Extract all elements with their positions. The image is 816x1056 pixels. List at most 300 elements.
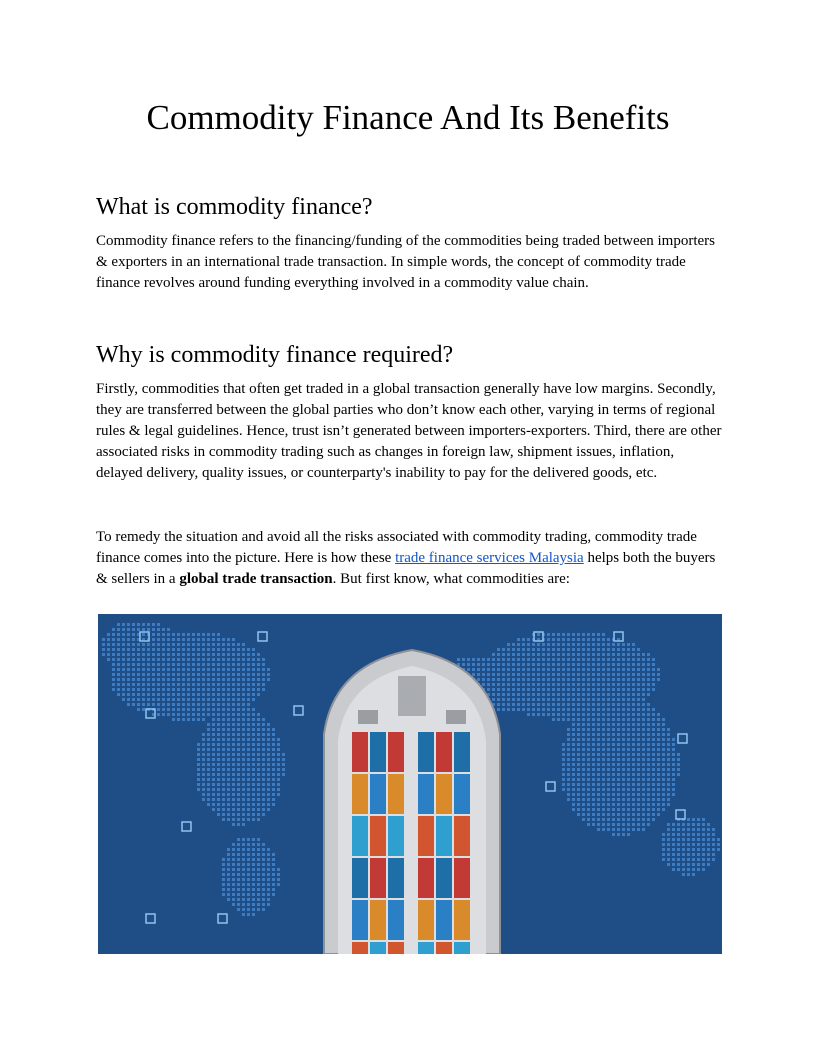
map-dot [232,888,235,891]
cargo-ship-illustration [98,614,722,954]
map-dot [157,628,160,631]
map-dot [662,768,665,771]
map-dot [587,663,590,666]
map-dot [217,763,220,766]
map-dot [222,818,225,821]
map-dot [572,708,575,711]
map-dot [562,693,565,696]
map-dot [712,858,715,861]
map-dot [567,653,570,656]
map-dot [507,688,510,691]
map-dot [602,663,605,666]
map-dot [132,648,135,651]
map-dot [172,688,175,691]
map-dot [672,783,675,786]
map-dot [602,763,605,766]
map-dot [237,688,240,691]
map-dot [272,778,275,781]
map-dot [562,748,565,751]
map-dot [582,678,585,681]
map-dot [622,813,625,816]
map-dot [247,803,250,806]
map-dot [602,813,605,816]
map-dot [172,673,175,676]
cargo-container [436,816,452,856]
map-dot [642,683,645,686]
map-dot [662,833,665,836]
map-dot [262,688,265,691]
map-dot [692,823,695,826]
map-dot [592,783,595,786]
map-dot [277,788,280,791]
map-dot [497,653,500,656]
map-dot [127,643,130,646]
map-dot [247,753,250,756]
map-dot [587,743,590,746]
map-dot [617,778,620,781]
map-dot [122,698,125,701]
map-dot [222,748,225,751]
map-dot [597,673,600,676]
map-dot [227,888,230,891]
map-dot [202,743,205,746]
map-dot [577,643,580,646]
map-dot [247,748,250,751]
map-dot [207,678,210,681]
map-dot [697,833,700,836]
map-dot [527,693,530,696]
map-dot [602,778,605,781]
map-dot [537,653,540,656]
map-dot [642,693,645,696]
map-dot [567,688,570,691]
map-dot [112,658,115,661]
map-dot [617,828,620,831]
map-dot [257,878,260,881]
map-dot [237,853,240,856]
map-dot [107,658,110,661]
map-dot [562,688,565,691]
map-dot [612,648,615,651]
map-dot [607,743,610,746]
map-dot [612,728,615,731]
map-dot [702,818,705,821]
cargo-container [352,858,368,898]
map-dot [707,833,710,836]
map-dot [577,653,580,656]
map-dot [637,778,640,781]
map-dot [627,693,630,696]
map-dot [547,648,550,651]
map-dot [602,773,605,776]
map-dot [227,768,230,771]
map-dot [622,658,625,661]
map-dot [222,858,225,861]
map-dot [247,913,250,916]
map-dot [572,633,575,636]
map-dot [587,783,590,786]
map-dot [222,888,225,891]
map-dot [522,678,525,681]
map-dot [522,703,525,706]
map-dot [652,763,655,766]
map-dot [192,643,195,646]
map-dot [612,808,615,811]
map-dot [677,838,680,841]
map-dot [252,713,255,716]
map-dot [272,763,275,766]
map-dot [257,673,260,676]
map-dot [572,803,575,806]
map-dot [202,768,205,771]
map-dot [137,668,140,671]
cargo-container [418,858,434,898]
map-dot [607,808,610,811]
map-dot [577,678,580,681]
map-dot [672,858,675,861]
map-dot [277,878,280,881]
map-dot [267,748,270,751]
map-dot [197,678,200,681]
map-dot [217,633,220,636]
map-dot [217,658,220,661]
map-dot [577,763,580,766]
map-dot [672,763,675,766]
map-dot [512,703,515,706]
map-dot [482,658,485,661]
map-dot [607,638,610,641]
map-dot [497,693,500,696]
map-dot [587,638,590,641]
map-dot [637,798,640,801]
map-dot [227,758,230,761]
map-dot [147,703,150,706]
map-dot [572,713,575,716]
bold-phrase: global trade transaction [179,571,333,587]
map-dot [237,683,240,686]
map-dot [167,658,170,661]
map-dot [237,743,240,746]
map-dot [652,718,655,721]
map-dot [667,843,670,846]
map-dot [597,678,600,681]
map-dot [242,913,245,916]
map-dot [692,818,695,821]
map-dot [252,818,255,821]
map-dot [187,703,190,706]
map-dot [172,658,175,661]
map-dot [142,648,145,651]
map-dot [237,843,240,846]
map-dot [187,718,190,721]
map-dot [267,778,270,781]
map-dot [162,638,165,641]
map-dot [677,768,680,771]
map-dot [262,803,265,806]
map-dot [537,693,540,696]
map-dot [182,633,185,636]
map-dot [607,658,610,661]
map-dot [617,723,620,726]
map-dot [262,663,265,666]
map-dot [237,643,240,646]
map-dot [572,703,575,706]
map-dot [222,768,225,771]
map-dot [647,733,650,736]
map-dot [547,698,550,701]
map-dot [607,678,610,681]
map-dot [602,788,605,791]
map-dot [142,698,145,701]
map-dot [232,703,235,706]
map-dot [232,713,235,716]
map-dot [592,643,595,646]
map-dot [262,808,265,811]
map-dot [207,803,210,806]
map-dot [147,668,150,671]
map-dot [497,698,500,701]
map-dot [637,718,640,721]
map-dot [227,813,230,816]
map-dot [582,733,585,736]
map-dot [227,703,230,706]
map-dot [572,783,575,786]
map-dot [587,813,590,816]
map-dot [612,828,615,831]
map-dot [277,778,280,781]
map-dot [637,808,640,811]
map-dot [147,673,150,676]
map-dot [122,663,125,666]
map-dot [607,673,610,676]
map-dot [207,748,210,751]
map-dot [632,743,635,746]
map-dot [242,903,245,906]
map-dot [237,713,240,716]
map-dot [242,823,245,826]
ship-hull [324,650,500,954]
map-dot [252,883,255,886]
map-dot [262,898,265,901]
map-dot [262,718,265,721]
map-dot [172,668,175,671]
map-dot [197,643,200,646]
map-dot [227,778,230,781]
map-dot [552,648,555,651]
map-dot [247,678,250,681]
map-dot [532,648,535,651]
map-dot [272,868,275,871]
map-dot [527,668,530,671]
map-dot [687,823,690,826]
map-dot [547,663,550,666]
map-dot [687,843,690,846]
map-dot [262,768,265,771]
map-dot [177,668,180,671]
map-dot [597,658,600,661]
map-dot [227,733,230,736]
map-dot [672,748,675,751]
map-dot [612,698,615,701]
map-dot [627,733,630,736]
map-dot [172,703,175,706]
map-dot [562,753,565,756]
map-dot [607,693,610,696]
map-dot [212,663,215,666]
map-dot [592,763,595,766]
map-dot [127,648,130,651]
map-dot [622,773,625,776]
map-dot [247,738,250,741]
map-dot [607,793,610,796]
map-dot [657,763,660,766]
map-dot [117,633,120,636]
map-dot [172,698,175,701]
map-dot [172,713,175,716]
map-dot [262,868,265,871]
map-dot [572,693,575,696]
map-dot [632,788,635,791]
map-dot [252,788,255,791]
map-dot [252,863,255,866]
map-dot [622,688,625,691]
map-dot [607,663,610,666]
map-dot [237,653,240,656]
map-dot [657,748,660,751]
map-dot [637,763,640,766]
map-dot [552,668,555,671]
map-dot [137,653,140,656]
map-dot [252,758,255,761]
map-dot [202,678,205,681]
map-dot [282,773,285,776]
map-dot [647,688,650,691]
map-dot [667,838,670,841]
cargo-container [352,732,368,772]
map-dot [522,638,525,641]
trade-finance-link[interactable]: trade finance services Malaysia [395,550,584,566]
map-dot [647,683,650,686]
map-dot [252,773,255,776]
map-dot [622,798,625,801]
map-dot [172,718,175,721]
map-dot [607,643,610,646]
map-dot [592,703,595,706]
map-dot [242,658,245,661]
map-dot [112,663,115,666]
map-dot [202,713,205,716]
map-dot [262,728,265,731]
map-dot [657,808,660,811]
map-dot [637,693,640,696]
map-dot [637,713,640,716]
map-dot [592,738,595,741]
map-dot [557,703,560,706]
map-dot [197,698,200,701]
map-dot [242,873,245,876]
map-dot [167,663,170,666]
map-dot [592,818,595,821]
map-dot [252,728,255,731]
map-dot [607,813,610,816]
map-dot [197,648,200,651]
map-dot [182,653,185,656]
map-dot [212,688,215,691]
map-dot [517,638,520,641]
map-dot [152,638,155,641]
map-dot [647,768,650,771]
map-dot [622,828,625,831]
map-dot [252,838,255,841]
map-dot [617,803,620,806]
map-dot [562,763,565,766]
map-dot [227,678,230,681]
map-dot [217,753,220,756]
map-dot [202,643,205,646]
map-dot [627,678,630,681]
map-dot [587,698,590,701]
map-dot [632,733,635,736]
map-dot [177,703,180,706]
map-dot [647,753,650,756]
map-dot [112,633,115,636]
map-dot [582,813,585,816]
map-dot [257,793,260,796]
map-dot [522,708,525,711]
map-dot [212,723,215,726]
map-dot [637,653,640,656]
map-dot [187,633,190,636]
map-dot [597,653,600,656]
map-dot [257,778,260,781]
map-dot [582,698,585,701]
map-dot [192,688,195,691]
map-dot [242,753,245,756]
map-dot [262,738,265,741]
map-dot [612,823,615,826]
map-dot [167,653,170,656]
map-dot [202,703,205,706]
map-dot [697,843,700,846]
map-dot [237,793,240,796]
map-dot [492,673,495,676]
map-dot [122,688,125,691]
map-dot [657,778,660,781]
map-dot [202,653,205,656]
map-dot [222,773,225,776]
map-dot [222,708,225,711]
map-dot [647,773,650,776]
map-dot [607,653,610,656]
map-dot [637,738,640,741]
map-dot [607,798,610,801]
map-dot [677,843,680,846]
map-dot [662,803,665,806]
map-dot [247,843,250,846]
map-dot [587,763,590,766]
map-dot [522,668,525,671]
map-dot [572,673,575,676]
map-dot [472,663,475,666]
map-dot [212,718,215,721]
map-dot [222,893,225,896]
cargo-container [436,900,452,940]
map-dot [577,788,580,791]
map-dot [127,633,130,636]
map-dot [257,798,260,801]
map-dot [632,778,635,781]
map-dot [622,753,625,756]
